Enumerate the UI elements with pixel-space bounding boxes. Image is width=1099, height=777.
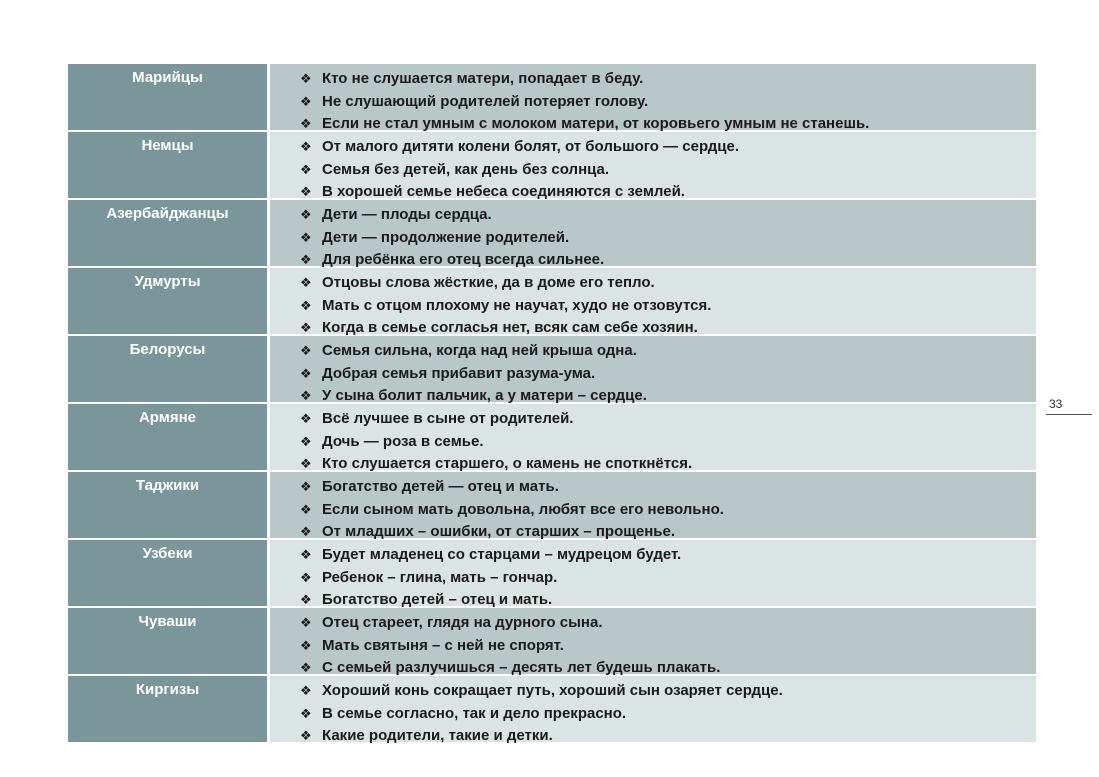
proverb-item [300, 136, 1036, 159]
proverb-text: Если сыном мать довольна, любят все его невольно. [322, 500, 724, 518]
diamond-bullet-icon: ❖ [300, 637, 312, 653]
proverb-text: Дети — продолжение родителей. [322, 228, 570, 246]
table-row [68, 404, 1036, 471]
proverb-text: Отец стареет, глядя на дурного сына. [322, 614, 603, 631]
proverb-text: От младших – ошибки, от старших – прощенье. [322, 523, 676, 540]
diamond-bullet-icon: ❖ [300, 71, 312, 86]
diamond-bullet-icon: ❖ [300, 275, 312, 290]
proverbs-cell [270, 132, 1036, 199]
table-row [68, 472, 1036, 539]
proverb-text: Когда в семье согласья нет, всяк сам себе хозяин. [322, 319, 698, 336]
diamond-bullet-icon: ❖ [300, 615, 312, 630]
nationality-cell: Таджики [68, 472, 267, 539]
proverb-item [300, 544, 1036, 567]
proverb-text: Мать с отцом плохому не научат, худо не отзовутся. [322, 296, 712, 314]
diamond-bullet-icon: ❖ [300, 93, 312, 109]
proverbs-cell [270, 472, 1036, 539]
proverb-text: Если не стал умным с молоком матери, от коровьего умным не станешь. [322, 115, 870, 132]
proverb-item [300, 680, 1036, 703]
table-row [68, 200, 1036, 267]
proverb-item [300, 476, 1036, 499]
proverb-text: Добрая семья прибавит разума-ума. [322, 364, 596, 382]
proverbs-cell [270, 608, 1036, 675]
diamond-bullet-icon: ❖ [300, 456, 312, 471]
diamond-bullet-icon: ❖ [300, 411, 312, 426]
nationality-cell: Узбеки [68, 540, 267, 607]
proverb-text: Хороший конь сокращает путь, хороший сын озаряет сердце. [322, 682, 783, 699]
proverb-item [300, 567, 1036, 590]
proverb-text: Кто слушается старшего, о камень не споткнётся. [322, 455, 693, 472]
proverb-item [300, 159, 1036, 182]
proverb-text: Отцовы слова жёсткие, да в доме его тепло. [322, 274, 655, 291]
proverb-item [300, 340, 1036, 363]
diamond-bullet-icon: ❖ [300, 524, 312, 539]
proverb-text: Семья без детей, как день без солнца. [322, 160, 610, 178]
proverb-item [300, 272, 1036, 295]
nationality-cell: Марийцы [68, 64, 267, 131]
diamond-bullet-icon: ❖ [300, 184, 312, 199]
proverbs-cell [270, 200, 1036, 267]
diamond-bullet-icon: ❖ [300, 547, 312, 562]
diamond-bullet-icon: ❖ [300, 252, 312, 267]
table-row [68, 132, 1036, 199]
table-row [68, 64, 1036, 131]
proverb-text: Какие родители, такие и детки. [322, 727, 553, 744]
proverb-item [300, 204, 1036, 227]
diamond-bullet-icon: ❖ [300, 229, 312, 245]
nationality-cell: Азербайджанцы [68, 200, 267, 267]
nationality-cell: Удмурты [68, 268, 267, 335]
page-number: 33 [1049, 397, 1063, 411]
diamond-bullet-icon: ❖ [300, 660, 312, 675]
proverb-item [300, 408, 1036, 431]
proverb-text: Семья сильна, когда над ней крыша одна. [322, 342, 637, 359]
proverbs-cell [270, 268, 1036, 335]
diamond-bullet-icon: ❖ [300, 728, 312, 743]
diamond-bullet-icon: ❖ [300, 139, 312, 154]
diamond-bullet-icon: ❖ [300, 365, 312, 381]
proverb-text: Богатство детей — отец и мать. [322, 478, 559, 495]
proverb-item [300, 363, 1036, 386]
proverbs-cell [270, 676, 1036, 743]
proverbs-cell [270, 64, 1036, 131]
nationality-cell: Киргизы [68, 676, 267, 743]
proverb-item [300, 431, 1036, 454]
proverb-item [300, 612, 1036, 635]
table-row [68, 268, 1036, 335]
proverb-text: У сына болит пальчик, а у матери – сердце. [322, 387, 647, 404]
table-row [68, 336, 1036, 403]
proverb-text: В семье согласно, так и дело прекрасно. [322, 704, 627, 722]
proverb-text: Богатство детей – отец и мать. [322, 591, 553, 608]
proverb-item [300, 227, 1036, 250]
diamond-bullet-icon: ❖ [300, 479, 312, 494]
diamond-bullet-icon: ❖ [300, 207, 312, 222]
proverb-text: Ребенок – глина, мать – гончар. [322, 568, 558, 586]
table-row [68, 540, 1036, 607]
proverb-text: Всё лучшее в сыне от родителей. [322, 410, 574, 427]
proverb-text: Мать святыня – с ней не спорят. [322, 636, 564, 654]
nationality-cell: Немцы [68, 132, 267, 199]
nationality-cell: Армяне [68, 404, 267, 471]
proverbs-cell [270, 404, 1036, 471]
proverb-text: Дочь — роза в семье. [322, 432, 484, 450]
diamond-bullet-icon: ❖ [300, 683, 312, 698]
diamond-bullet-icon: ❖ [300, 116, 312, 131]
proverb-item [300, 499, 1036, 522]
diamond-bullet-icon: ❖ [300, 320, 312, 335]
diamond-bullet-icon: ❖ [300, 161, 312, 177]
proverb-text: Не слушающий родителей потеряет голову. [322, 92, 649, 110]
proverb-item [300, 703, 1036, 726]
diamond-bullet-icon: ❖ [300, 297, 312, 313]
diamond-bullet-icon: ❖ [300, 569, 312, 585]
diamond-bullet-icon: ❖ [300, 705, 312, 721]
page-number-rule [1046, 414, 1092, 415]
nationality-cell: Чуваши [68, 608, 267, 675]
proverb-text: С семьей разлучишься – десять лет будешь плакать. [322, 659, 721, 676]
diamond-bullet-icon: ❖ [300, 592, 312, 607]
proverb-item [300, 91, 1036, 114]
proverb-item [300, 725, 1036, 748]
proverb-item [300, 295, 1036, 318]
diamond-bullet-icon: ❖ [300, 433, 312, 449]
table-row [68, 676, 1036, 743]
table-row [68, 608, 1036, 675]
proverb-text: Кто не слушается матери, попадает в беду. [322, 70, 644, 87]
proverb-text: Дети — плоды сердца. [322, 206, 492, 223]
diamond-bullet-icon: ❖ [300, 343, 312, 358]
nationality-cell: Белорусы [68, 336, 267, 403]
proverbs-cell [270, 336, 1036, 403]
proverb-text: В хорошей семье небеса соединяются с землей. [322, 183, 685, 200]
proverb-text: Будет младенец со старцами – мудрецом будет. [322, 546, 682, 563]
proverb-item [300, 635, 1036, 658]
proverb-item [300, 68, 1036, 91]
proverb-text: Для ребёнка его отец всегда сильнее. [322, 251, 605, 268]
diamond-bullet-icon: ❖ [300, 388, 312, 403]
diamond-bullet-icon: ❖ [300, 501, 312, 517]
proverbs-cell [270, 540, 1036, 607]
proverbs-table [68, 64, 1036, 747]
proverb-text: От малого дитяти колени болят, от большого — сердце. [322, 138, 740, 155]
